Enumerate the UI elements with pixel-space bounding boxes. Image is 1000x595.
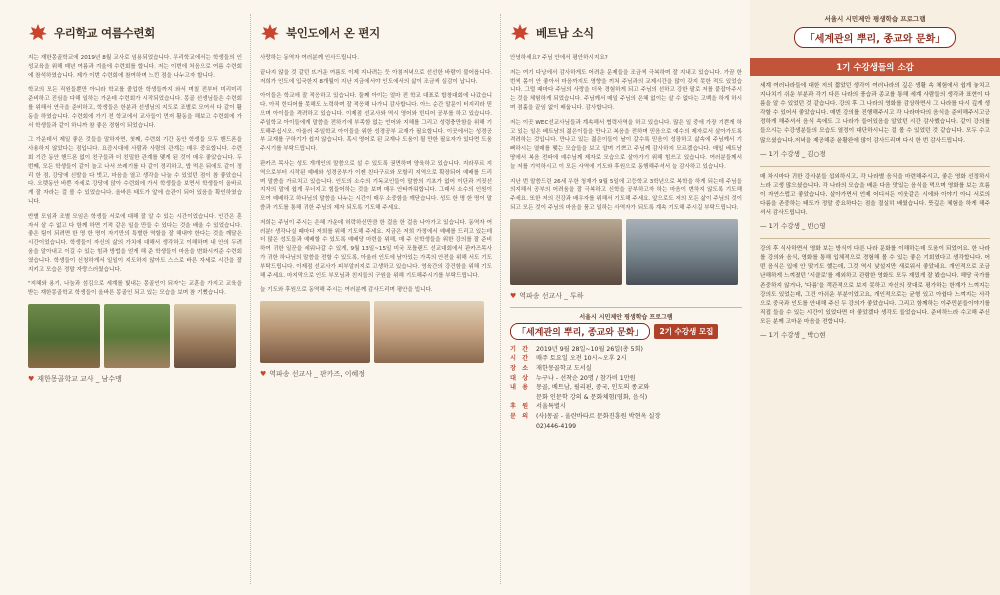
column-india-letter — [250, 0, 500, 595]
promo-heading — [510, 323, 742, 340]
section-title: 베트남 소식 — [536, 26, 594, 40]
article-body — [510, 54, 742, 213]
caption-text: 재한몽골학교 교사 _ 남수맹 — [37, 374, 122, 383]
photo-indoor-hall — [174, 304, 236, 368]
testimonial-text: 매 차시마다 귀한 강사분들 섭외하시고, 각 나라별 음식을 마련해주시고, 좋은 영화 선정하시느라 고생 많으셨습니다. 각 나라의 모습을 배운 다음 맛있는 음식을 먹으며 영화를 보는 흐름이 자연스럽고 좋았습니다. 살아가면서 언제 어디서든 이웃같은 시에와 이야기 아니 서로의 다름을 존중하는 태도가 정말 중요하다는 점을 절실히 배웠습니다. 뜻깊은 체험을 하게 해주셔서 감사드립니다. — [760, 173, 990, 217]
paragraph: 지난 번 말씀드린 26세 우한 청재가 9월 5일에 고등학교 3학년으로 복학을 하게 되는데 주님을 의지해서 공부의 어려움을 잘 극복하고 신학을 공부하고자 하는 마음이 변하지 않도록 기도해 주세요. 또한 저의 건강과 배우자를 위해서 기도해 주세요. 앞으로도 저의 모든 삶이 주님의 것이 되고 모든 것이 주님의 마음을 품고 일하는 사역자가 되도록 계속 기도해 주시길 부탁드립니다. — [510, 178, 743, 211]
info-key: 장 소 — [510, 364, 531, 372]
info-key: 내 용 — [510, 384, 531, 392]
heart-icon: ♥ — [510, 291, 517, 300]
info-row — [510, 402, 742, 412]
promo-title: 「세계관의 뿌리, 종교와 문화」 — [510, 323, 650, 340]
photo-row — [510, 219, 742, 285]
paragraph: 판카즈 목사는 성도 개개인의 말씀으로 설 수 있도록 권면하며 양육하고 있습니다. 지라푸르 지역으로부터 시작된 예배와 성경공부가 이젠 친다구르와 모할리 지역으로 확장되어 예배를 드리며 말씀을 가르치고 있습니다. 인도의 소수의 기독교인들이 말씀의 기초가 없어 이단과 거짓선지자의 말에 쉽게 무너지고 힘들어하는 것을 보며 매우 안타까워합니다. 그래서 소수의 인원이 모여 예배하고 하나님의 말씀을 나누는 시간이 매우 소중함을 깨닫습니다. 성도 한 명 한 명이 말씀과 기도를 통해 귀한 주님의 제자 되도록 기도해 주세요. — [260, 160, 493, 211]
testimonials-heading: 1기 수강생들의 소감 — [750, 58, 1000, 76]
promo-tag: 2기 수강생 모집 — [654, 324, 718, 339]
photo-youth-group — [510, 219, 622, 285]
section-header — [28, 18, 242, 48]
paragraph: 저희는 주님이 주시는 은혜 가운데 허락하신만큼 한 걸음 한 걸음 나아가고 있습니다. 동역자 여러분! 생각나실 때마다 저희를 위해 기도해 주세요. 지금은 저희 가정에서 예배를 드리고 있는데 더 많은 성도들과 예배할 수 있도록 예배당 마련을 위해, 매 주 신학생들을 위한 강의를 잘 준비하여 귀한 일꾼을 세워나갈 수 있게, 9월 13일~15일 미국 포틀랜드 선교대회에서 판카즈목사가 귀한 하나님의 말씀을 전할 수 있도록, 아울러 인도에 남아있는 가족의 안전을 위해 서도 기도 부탁드립니다. 이제점 선교사가 피부알러지로 고생하고 있습니다. 영육간의 강건함을 위해 기도해 주세요. 마지막으로 인도 부모님과 친지들의 구원을 위해 기도해주시기를 부탁드립니다. — [260, 219, 493, 279]
testimonial-text: 강의 후 식사하면서 영화 보는 방식이 다른 나라 문화를 이해하는데 도움이 되었어요. 한 나라를 강의와 음식, 영화를 통해 입체적으로 경험해 볼 수 있는 좋은 기회였다고 생각합니다. 어떤 음식은 입에 안 맞기도 했는데, 그것 역시 낯설지만 새로워서 좋았네요. 개인적으로 조금 난해하게 느껴졌던 '시클로'를 재외하고 관람한 영화도 모두 재밌게 잘 봤습니다. 해당 국가를 존중하지 않거나, '다름'을 객관적으로 보지 못하고 자신의 잣대로 평가하는 한계가 느껴지는 강의도 있었는데, 그건 아쉬운 부분이었고요, 개인적으로는 균형 있고 아쉽다 느껴지는 사각으로 중국과 인도를 안내해 주신 두 강의가 좋았습니다. 그리고 함께하는 이주민분들이야기를 직접 들을 수 있는 시간이 있었다면 더 좋았겠다 생각도 들었습니다. 준비하느라 수고해 주신 모든 분께 고마운 마음을 전합니다. — [760, 246, 990, 325]
info-table — [510, 345, 742, 431]
info-row — [510, 422, 742, 432]
signature-text: 1기 수강생 _ 박○현 — [768, 330, 826, 339]
paragraph: 학교의 모든 직원들뿐만 아니라 학교를 졸업한 학생들까지 와서 며칠 전부터 미리미리 준비하고 진심을 다해 일하는 가운데 수련회가 시작되었습니다. 몽골 선생님들은 수련회를 위해서 연극을 준비하고, 학생들은 한분과 선생님의 지도로 조별로 모여서 다 같이 활동을 하였습니다. 수련회에 가기 전 학교에서 교사들이 먼저 활동을 해보고 수련회에 가서 학생들과 같이 하니까 참 좋은 경험이 되었습니다. — [28, 87, 242, 129]
sidebar-testimonials — [750, 0, 1000, 595]
info-value: 매주 토요일 오전 10시~오후 2시 — [536, 355, 627, 363]
paragraph: 사랑하는 동역자 여러분께 인사드립니다. — [260, 55, 359, 61]
info-key: 시 간 — [510, 355, 531, 363]
program-title: 「세계관의 뿌리, 종교와 문화」 — [794, 27, 957, 48]
signature-text: 1기 수강생 _ 빈○영 — [768, 222, 826, 231]
article-body — [260, 54, 492, 295]
divider — [760, 238, 990, 239]
info-row — [510, 354, 742, 364]
photo-row — [28, 304, 242, 368]
section-header — [510, 18, 742, 48]
heart-icon: ♥ — [28, 374, 35, 383]
paragraph: 늘 기도와 후원으로 동역해 주시는 여러분께 감사드리며 평안을 빕니다. — [260, 287, 433, 294]
maple-leaf-icon — [28, 23, 48, 43]
paragraph: 아이들은 학교에 잘 적응하고 있습니다. 둘째 아이는 얼마 전 학교 대표로 합창대회에 나갔습니다. 아직 힌디어를 못해도 노력하며 잘 적응해 나가니 감사합니다. 아느 순간 말문이 터지리라 믿으며 아이들을 격려하고 있습니다. 이제점 선교사와 역시 영어와 힌디어 공부를 하고 있습니다. 주일학교 아이들에게 말씀을 전하기에 부족함 없는 언어와 지혜를 그리고 성령충만함을 위해 기도해주십시오. 아울러 주일학교 아이들을 위한 성경공부 교재가 필요합니다. 이곳에서는 성경공부 교재를 구하기가 쉽지 않습니다. 혹시 영어로 된 교재나 도움이 될 만한 필요자가 있다면 도움주시기를 부탁드립니다. — [260, 93, 493, 153]
maple-leaf-icon — [260, 23, 280, 43]
paragraph: 저는 여기 다낭에서 감사하게도 어려운 문제들을 조금씩 극복하며 잘 지내고 있습니다. 가끔 한 번씩 몸이 안 좋아서 마음까지도 영향을 끼쳐 주님과의 교제시간을 많이 갖지 못한 적도 있었습니다. 그럴 때마다 주님의 사랑을 더욱 경험하게 되고 주님의 선하고 강한 팔로 저를 붙잡아주시는 것을 체험하게 되었습니다. 주님께서 매일 주님의 은혜 없이는 살 수 없다는 고백을 하게 하시며 겸훌을 끝임 없이 배웁니다. 감사합니다. — [510, 69, 743, 111]
photo-caption — [28, 374, 242, 384]
paragraph: 반별 모임과 조별 모임은 학생들 서로에 대해 잘 알 수 있는 시간이었습니다. 인간은 혼자서 살 수 없고 다 함께 하면 기적 같은 일을 만들 수 있다는 것을 배울 수 있었습니다. 좋은 팀이 되려면 한 명 한 명이 자기만의 특별한 역할을 잘 해내야 한다는 것을 깨달은 시간이었습니다. 학생들이 자신의 삶의 가치에 대해서 생각하고 이해하며 내 안의 두려움을 알아내고 이길 수 있는 힘과 방법을 얻게 해 준 학생들이 마음을 변화시켜준 수련회였습니다. 학생들이 신청하게서 일일이 지도하지 않아도 스스로 바른 자세로 시간을 잘 지키고 모습은 정말 자랑스러웠습니다. — [28, 213, 242, 273]
info-key: 후 원 — [510, 403, 531, 411]
info-row — [510, 383, 742, 393]
info-key: 기 간 — [510, 345, 531, 353]
info-key: 대 상 — [510, 374, 531, 382]
heart-icon: ♥ — [260, 370, 267, 379]
info-key: 문 의 — [510, 412, 531, 420]
paragraph: 안녕하세요? 주님 안에서 평안하시지요? — [510, 55, 608, 61]
maple-leaf-icon — [510, 23, 530, 43]
paragraph: "지혜와 용기, 나눔과 섬김으로 세계를 빛내는 몽골인이 되자"는 교훈을 가지고 교육을 받는 재한몽골학교 학생들이 올바른 몽골인 되고 있는 모습을 보며 참 기뻤습니다. — [28, 281, 242, 297]
photo-group-activity — [104, 304, 170, 368]
photo-worship-indoor — [260, 301, 370, 363]
info-value: 서울특별시 — [536, 403, 566, 411]
paragraph: 끝나지 않을 것 같던 뜨거운 여름도 이제 지나려는 듯 아침저녁으로 선선한 바람이 불어옵니다. 저희가 인도에 입국한지 8개월이 지난 지금에서야 인도에서의 삶이 조금씩 실감이 납니다. — [260, 69, 492, 85]
photo-bible-study — [374, 301, 484, 363]
testimonial-signature: — 1기 수강생 _ 김○경 — [760, 149, 826, 158]
divider — [760, 166, 990, 167]
testimonial-signature: — 1기 수강생 _ 박○현 — [760, 330, 826, 339]
paragraph: 그 가운데서 제일 좋은 것들을 말하자면, 첫째, 수련회 기간 동안 학생들 모두 핸드폰을 사용하지 않았다는 점입니다. 요즘시대에 사람과 사람의 관계는 매우 중요합니다. 수련회 기간 동안 핸드폰 없이 친구들과 더 친밀한 관계를 맺게 된 것이 매우 좋았습니다. 두 번째, 모든 학생들이 같이 놀고 나서 쓰레기를 다 같이 정리하고, 밥 먹은 뒤에도 같이 정리 한 점, 강당에 신발을 다 벗고, 마음을 열고 생각을 나눌 수 있었던 점이 참 좋았습니다. 오랫동안 바쁜 자세로 강당에 앉아 수련회에 가서 학생들을 보면서 학생들이 올바르게 잘 자라는 걸 볼 수 있었습니다. 올바른 태도가 앞에 습관이 되어 있음을 확인하였습니다. — [28, 137, 242, 205]
program-org: 서울시 시민제안 평생학습 프로그램 — [824, 15, 926, 23]
info-value: 몽골, 베트남, 필리핀, 중국, 인도의 종교와 — [536, 384, 650, 392]
section-header — [260, 18, 492, 48]
program-title-wrap — [760, 27, 990, 48]
info-row — [510, 412, 742, 422]
caption-text: 역파송 선교사 _ 투하 — [519, 291, 584, 300]
column-summer-camp — [0, 0, 250, 595]
info-value: 문화 인문학 강의 & 문화체험(영화, 음식) — [536, 393, 648, 401]
info-value: 누구나 - 선착순 20명 / 참가비 1만원 — [536, 374, 636, 382]
recruit-box — [510, 307, 742, 431]
info-row — [510, 393, 742, 403]
info-value: 2019년 9월 28일~10월 26일(총 5회) — [536, 345, 643, 353]
info-key — [510, 422, 536, 432]
article-body — [28, 54, 242, 298]
section-title: 우리학교 여름수련회 — [54, 26, 155, 40]
photo-meeting — [626, 219, 738, 285]
column-vietnam-news — [500, 0, 750, 595]
testimonial-signature: — 1기 수강생 _ 빈○영 — [760, 222, 826, 231]
info-value: 02)446-4199 — [536, 422, 577, 430]
info-row — [510, 364, 742, 374]
photo-caption — [510, 291, 742, 301]
photo-caption — [260, 369, 492, 379]
section-title: 북인도에서 온 편지 — [286, 26, 380, 40]
photo-students-outdoor — [28, 304, 100, 368]
paragraph: 지는 재한몽골학교에 2019년 8월 교사로 임용되었습니다. 우리학교에서는 학생들의 인성교육을 위해 매년 여름과 겨울에 수련회를 합니다. 저는 이번에 처음으로 여름 수련회에 참석하였습니다. 제가 이번 수련회에 참여하며 느낀 점을 나누고자 합니다. — [28, 55, 242, 79]
info-value: 재한몽골학교 도서실 — [536, 364, 592, 372]
caption-text: 역파송 선교사 _ 판카즈, 이혜정 — [269, 370, 366, 379]
info-row — [510, 345, 742, 355]
paragraph: 저는 이곳 WEC선교사님들과 계속해서 협력사역을 하고 있습니다. 많은 일 중에 가장 기쁜게 하고 있는 일은 베트남의 젊은이들을 만나고 복음을 전하며 믿음으로 예수의 제자로서 살아가도록 격려하는 것입니다. 만나고 있는 젊은이들이 날이 갈수록 믿음이 성장하고 삶속에 주님께서 기뻐하시는 열매를 맺는 모습들을 보고 알며 기쁘고 주님께 감사하지 모르겠습니다. 매일 베트남 땅에서 복음 전파에 예수님께 제자로 모습으로 살아가기 위해 힘쓰고 있습니다. 여러분들께서 늘 저를 기억하시고 이 모든 사역에 기도와 후원으로 동행해주셔서 늘 감사하고 있습니다. — [510, 119, 742, 170]
testimonial-text: 세계 여러나라들에 대한 저의 짧았던 생각이 여러나라의 깊은 생활 속 체험에서 쉽게 놓치고 지나치기 쉬운 부분과 각기 다른 나라의 풍습과 종교를 통해 세계 사람들의 생각과 표현이 다름을 알 수 있었던 것 같습니다. 강의 후 그 나라의 영화를 감상하면서 그 나라를 다시 깊게 생각할 수 있어서 좋았습니다. 매번 강의를 진행해주시고 각 나라마다의 음식을 준비해주시고긍정하게 해주셔서 음식 속에도 그 나라가 들어있음을 알았던 시간 감사했습니다. 같이 강의를 들으시는 수강생분들의 모습도 열정이 대단하시니는 걸 볼 수 있었던 것 같습니다. 모두 수고 많으셨습니다.저녁을 제공해준 윤활완에 많이 감사드리며 다시 한 번 감사드립니다. — [760, 83, 990, 144]
promo-subtitle: 서울시 시민제안 평생학습 프로그램 — [579, 313, 673, 321]
photo-row — [260, 301, 492, 363]
info-row — [510, 374, 742, 384]
info-key — [510, 393, 536, 403]
signature-text: 1기 수강생 _ 김○경 — [768, 149, 826, 158]
info-value: (사)몽골 - 울란바타르 문화진흥원 박현옥 실장 — [536, 412, 661, 420]
